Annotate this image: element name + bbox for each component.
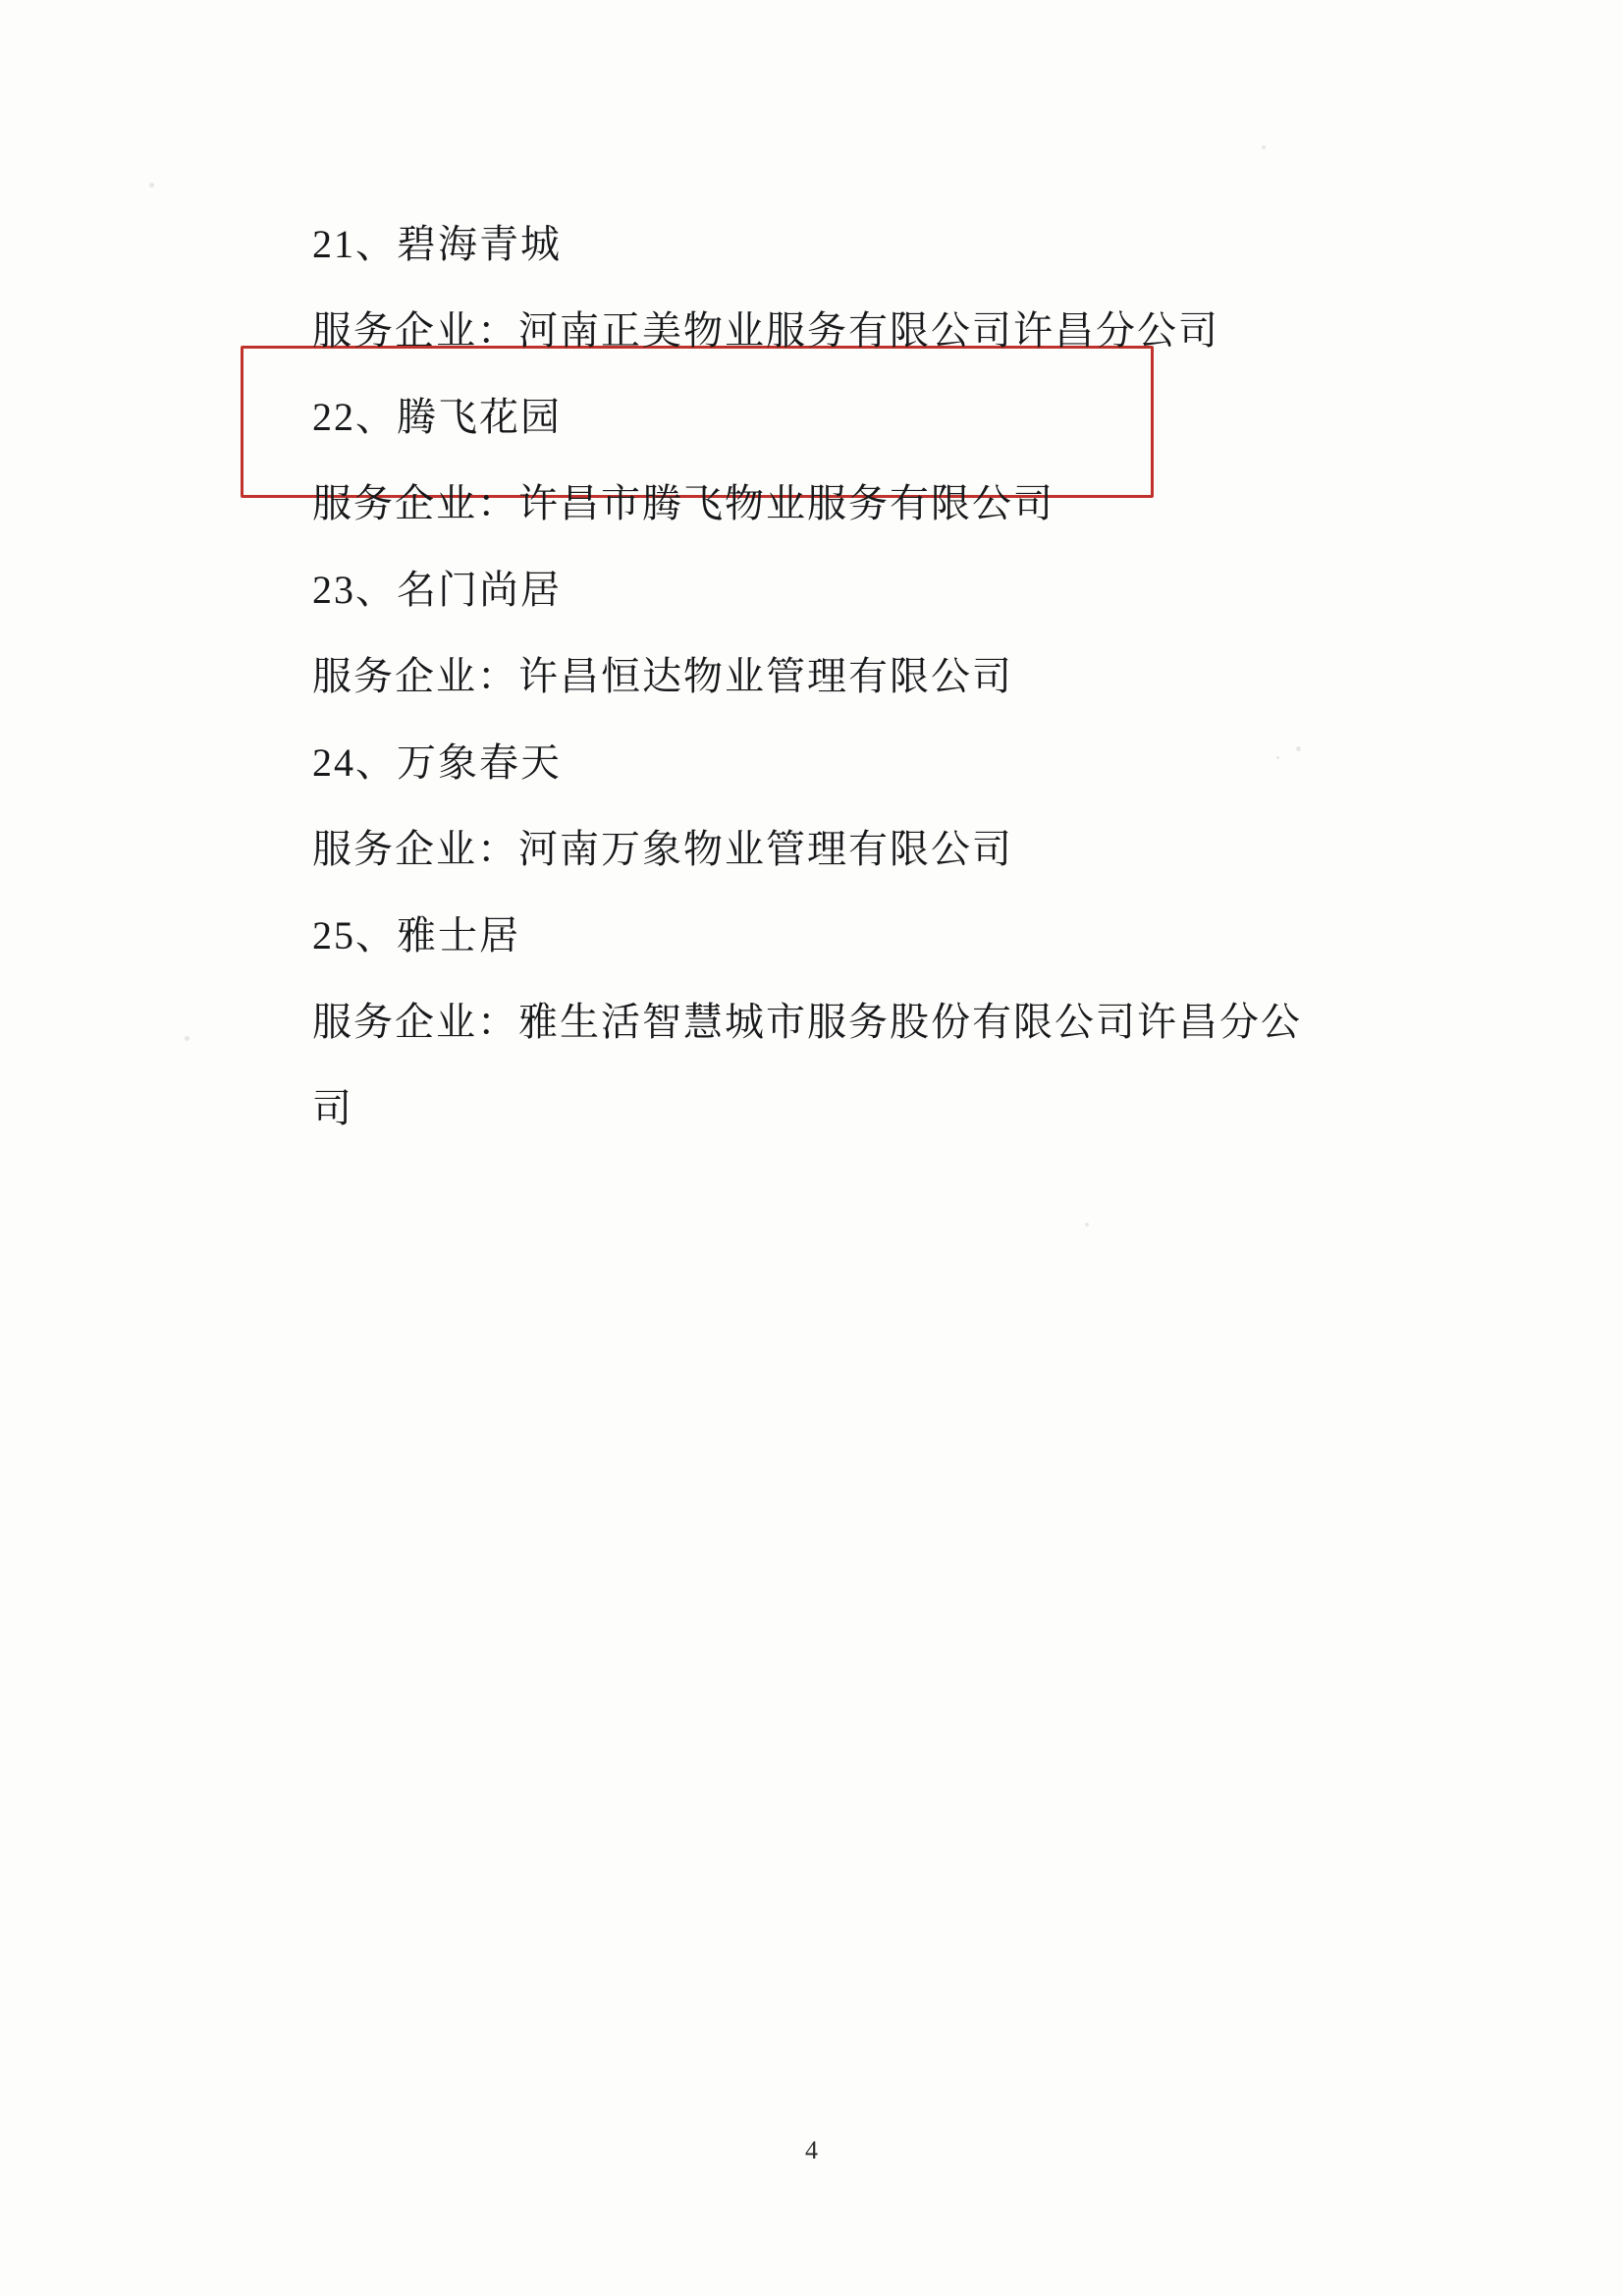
list-item: 服务企业：河南正美物业服务有限公司许昌分公司 [312,308,1219,353]
list-item: 25、雅士居 [312,913,520,957]
list-item: 服务企业：许昌市腾飞物业服务有限公司 [312,481,1055,525]
list-item: 22、腾飞花园 [312,395,562,439]
scan-speckle [149,183,154,188]
list-item: 21、碧海青城 [312,222,562,266]
scan-speckle [185,1036,189,1041]
scan-speckle [1262,145,1266,149]
list-item: 24、万象春天 [312,740,562,785]
list-item: 服务企业：河南万象物业管理有限公司 [312,827,1013,871]
document-body [312,201,1382,1152]
list-item: 服务企业：雅生活智慧城市服务股份有限公司许昌分公 [312,1000,1302,1044]
list-item: 服务企业：许昌恒达物业管理有限公司 [312,654,1013,698]
scan-speckle [1085,1223,1089,1227]
page-number: 4 [805,2136,818,2164]
list-item: 23、名门尚居 [312,568,562,612]
list-item-continuation: 司 [312,1086,353,1130]
